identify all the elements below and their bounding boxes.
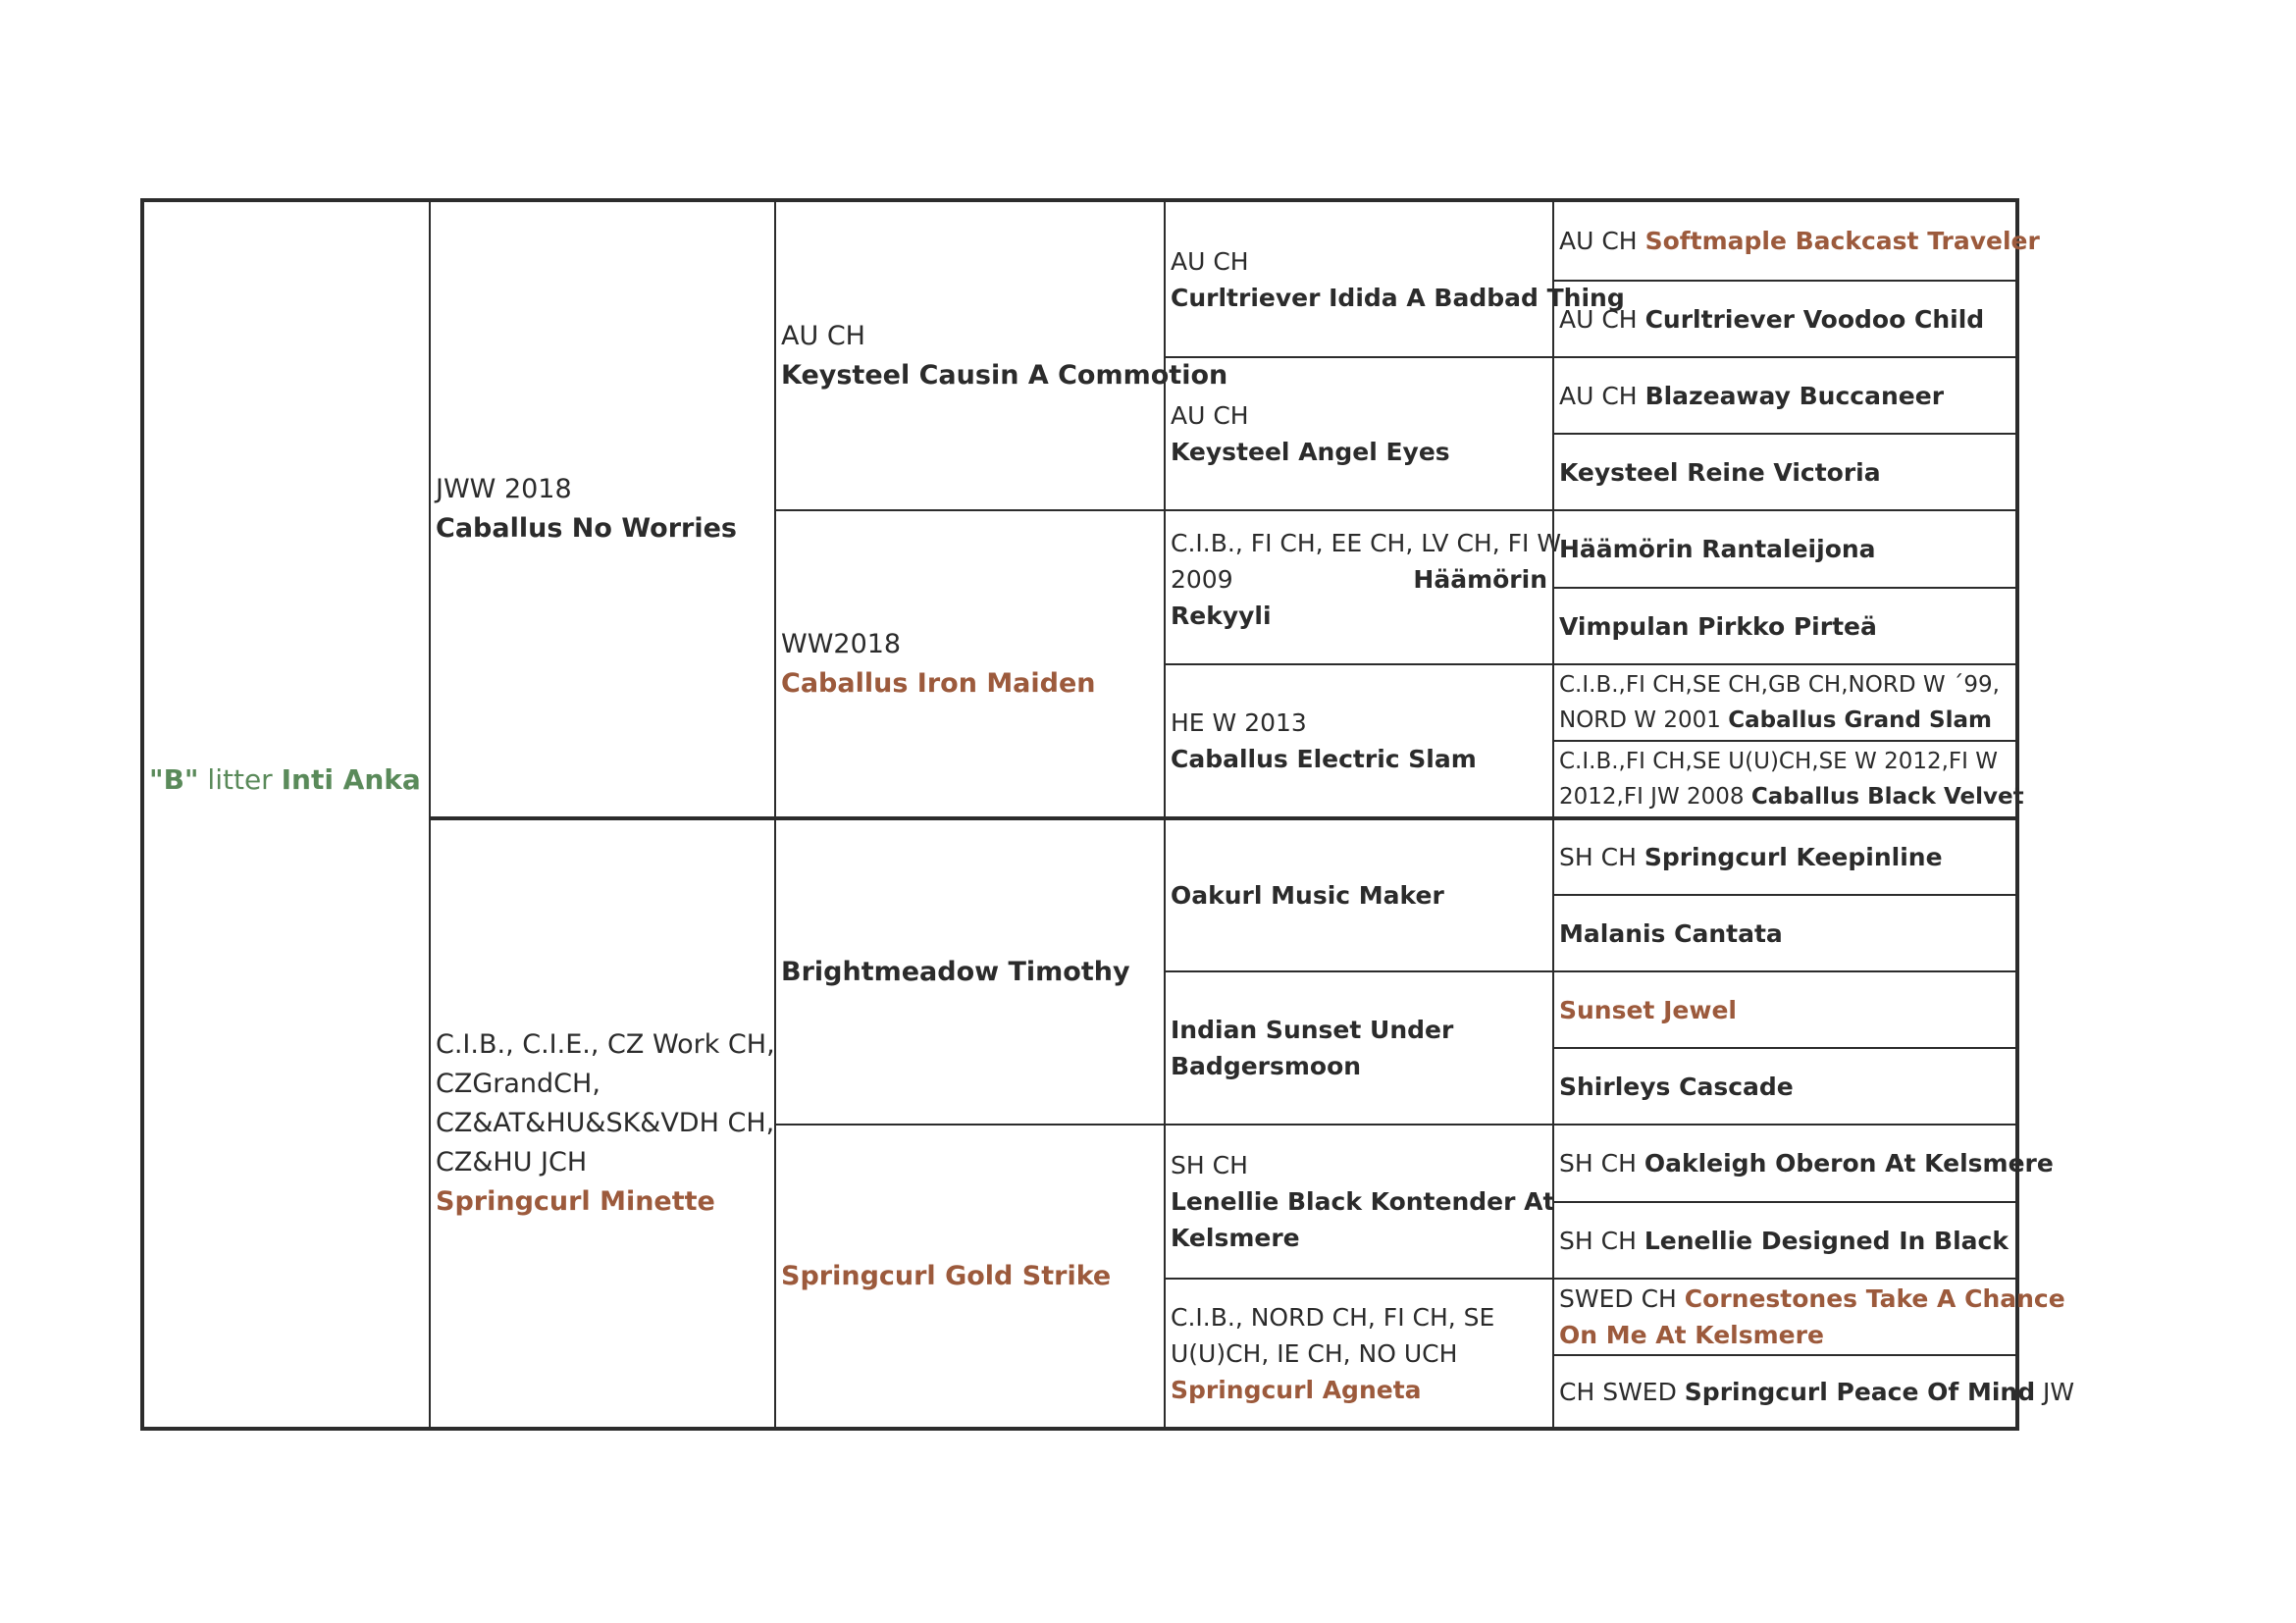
gen4-15-title: SWED CH: [1559, 1284, 1685, 1313]
gen4-1-line: [1559, 223, 2040, 259]
gen3-8-title-line-1: C.I.B., NORD CH, FI CH, SE: [1171, 1302, 1495, 1332]
granddam-paternal-title: WW2018: [781, 628, 902, 659]
gen4-cell-6: [1552, 587, 2015, 663]
gen3-cell-1: [1164, 202, 1625, 356]
gen4-cell-3: [1552, 356, 2015, 433]
gen4-9-title: SH CH: [1559, 843, 1644, 871]
gen4-cell-13: [1552, 1124, 2054, 1201]
gen4-12-name: Shirleys Cascade: [1559, 1072, 1794, 1101]
grandsire-paternal-name: Keysteel Causin A Commotion: [781, 359, 1228, 391]
grandsire-paternal-title: AU CH: [781, 320, 865, 351]
gen4-1-name: Softmaple Backcast Traveler: [1644, 227, 2040, 255]
dam-title-line-3: CZ&AT&HU&SK&VDH CH,: [436, 1108, 775, 1138]
gen4-1-title: AU CH: [1559, 227, 1645, 255]
granddam-maternal-name: Springcurl Gold Strike: [781, 1260, 1112, 1291]
gen3-6-name-line-1: Indian Sunset Under: [1171, 1016, 1454, 1044]
sire-title: JWW 2018: [436, 474, 572, 504]
gen3-8-name: Springcurl Agneta: [1171, 1375, 1422, 1404]
gen4-16-suffix: JW: [2035, 1377, 2075, 1406]
gen4-cell-2: [1552, 280, 2015, 356]
dam-name: Springcurl Minette: [436, 1186, 715, 1217]
grandsire-paternal-cell: [774, 202, 1228, 509]
gen4-14-name: Lenellie Designed In Black: [1644, 1226, 2009, 1255]
gen3-cell-4: [1164, 663, 1552, 816]
gen4-11-name: Sunset Jewel: [1559, 995, 1737, 1024]
gen4-cell-10: [1552, 894, 2015, 970]
gen3-8-title-line-2: U(U)CH, IE CH, NO UCH: [1171, 1338, 1458, 1368]
gen4-cell-8: [1552, 740, 2024, 816]
granddam-paternal-cell: [774, 509, 1164, 816]
gen4-cell-15: [1552, 1278, 2065, 1354]
gen4-6-name: Vimpulan Pirkko Pirteä: [1559, 611, 1877, 641]
gen3-4-name: Caballus Electric Slam: [1171, 745, 1477, 773]
gen4-cell-5: [1552, 509, 2015, 587]
gen3-3-title-line-2: [1171, 561, 1547, 598]
gen3-3-name: Rekyyli: [1171, 602, 1272, 630]
gen3-cell-7: [1164, 1124, 1555, 1278]
gen4-cell-14: [1552, 1201, 2015, 1278]
dam-title-line-1: C.I.B., C.I.E., CZ Work CH,: [436, 1029, 775, 1060]
gen3-cell-8: [1164, 1278, 1552, 1427]
gen4-15-line-1: [1559, 1281, 2065, 1317]
gen4-cell-9: [1552, 816, 2015, 894]
grandsire-maternal-name: Brightmeadow Timothy: [781, 956, 1130, 987]
gen4-16-name: Springcurl Peace Of Mind: [1684, 1377, 2036, 1406]
gen4-8-title-line-1: C.I.B.,FI CH,SE U(U)CH,SE W 2012,FI W: [1559, 749, 1998, 774]
gen4-3-title: AU CH: [1559, 381, 1645, 410]
gen3-cell-2: [1164, 356, 1552, 509]
gen3-7-name-line-2: Kelsmere: [1171, 1224, 1300, 1252]
gen4-8-line-2: [1559, 779, 2024, 814]
gen4-cell-4: [1552, 433, 2015, 509]
granddam-maternal-cell: [774, 1124, 1164, 1427]
sire-cell: [429, 202, 774, 816]
gen4-10-name: Malanis Cantata: [1559, 918, 1783, 948]
gen4-15-name-line-1: Cornestones Take A Chance: [1684, 1284, 2065, 1313]
dam-cell: [429, 816, 774, 1427]
puppy-name: Inti Anka: [281, 763, 421, 796]
gen3-3-title-line-1: C.I.B., FI CH, EE CH, LV CH, FI W: [1171, 529, 1562, 557]
gen3-7-title: SH CH: [1171, 1151, 1248, 1179]
gen3-2-name: Keysteel Angel Eyes: [1171, 438, 1450, 466]
gen3-cell-5: [1164, 816, 1552, 970]
gen3-4-title: HE W 2013: [1171, 708, 1307, 737]
gen3-5-name: Oakurl Music Maker: [1171, 881, 1444, 910]
gen3-1-name: Curltriever Idida A Badbad Thing: [1171, 283, 1625, 312]
grandsire-maternal-cell: [774, 816, 1164, 1124]
gen3-cell-6: [1164, 970, 1552, 1124]
gen4-7-name: Caballus Grand Slam: [1728, 707, 1992, 733]
gen4-14-title: SH CH: [1559, 1226, 1644, 1255]
gen4-16-title: CH SWED: [1559, 1377, 1685, 1406]
gen4-7-title-line-2: NORD W 2001: [1559, 707, 1729, 733]
gen4-cell-16: [1552, 1354, 2075, 1427]
gen4-14-line: [1559, 1223, 2010, 1259]
gen4-3-name: Blazeaway Buccaneer: [1644, 381, 1945, 410]
granddam-paternal-name: Caballus Iron Maiden: [781, 667, 1096, 699]
pedigree-table: [140, 198, 2075, 1431]
gen4-16-line: [1559, 1374, 2075, 1410]
gen4-3-line: [1559, 378, 2010, 414]
dam-title-line-2: CZGrandCH,: [436, 1069, 600, 1099]
gen4-9-line: [1559, 839, 2010, 875]
puppy-cell: [144, 202, 429, 1427]
puppy-litter: litter: [198, 763, 282, 796]
gen4-2-name: Curltriever Voodoo Child: [1644, 304, 1985, 334]
gen3-6-name-line-2: Badgersmoon: [1171, 1052, 1362, 1080]
puppy-prefix: "B": [149, 763, 199, 796]
gen4-13-line: [1559, 1145, 2054, 1181]
gen4-8-title-line-2: 2012,FI JW 2008: [1559, 784, 1751, 810]
sire-name: Caballus No Worries: [436, 513, 737, 544]
gen4-13-title: SH CH: [1559, 1149, 1644, 1178]
gen4-8-name: Caballus Black Velvet: [1750, 784, 2024, 810]
gen4-2-title: AU CH: [1559, 304, 1645, 334]
dam-title-line-4: CZ&HU JCH: [436, 1147, 588, 1178]
gen4-4-name: Keysteel Reine Victoria: [1559, 457, 1881, 487]
gen4-cell-12: [1552, 1047, 2015, 1124]
gen3-2-title: AU CH: [1171, 401, 1249, 430]
gen4-9-name: Springcurl Keepinline: [1644, 843, 1943, 871]
gen3-1-title: AU CH: [1171, 246, 1249, 276]
gen3-3-title-year: 2009: [1171, 565, 1233, 594]
gen4-13-name: Oakleigh Oberon At Kelsmere: [1644, 1149, 2054, 1178]
gen4-cell-11: [1552, 970, 2015, 1047]
gen4-cell-7: [1552, 663, 2015, 740]
gen4-7-title-line-1: C.I.B.,FI CH,SE CH,GB CH,NORD W ´99,: [1559, 672, 2000, 698]
gen4-15-name-line-2: On Me At Kelsmere: [1559, 1321, 1824, 1349]
gen3-7-name-line-1: Lenellie Black Kontender At: [1171, 1187, 1555, 1216]
puppy-label: [149, 761, 424, 798]
gen4-2-line: [1559, 301, 2010, 338]
gen3-cell-3: [1164, 509, 1562, 663]
gen4-5-name: Häämörin Rantaleijona: [1559, 535, 1876, 563]
gen3-3-name-prefix: Häämörin: [1413, 565, 1547, 594]
gen4-cell-1: [1552, 202, 2040, 280]
gen4-7-line-2: [1559, 703, 2010, 738]
